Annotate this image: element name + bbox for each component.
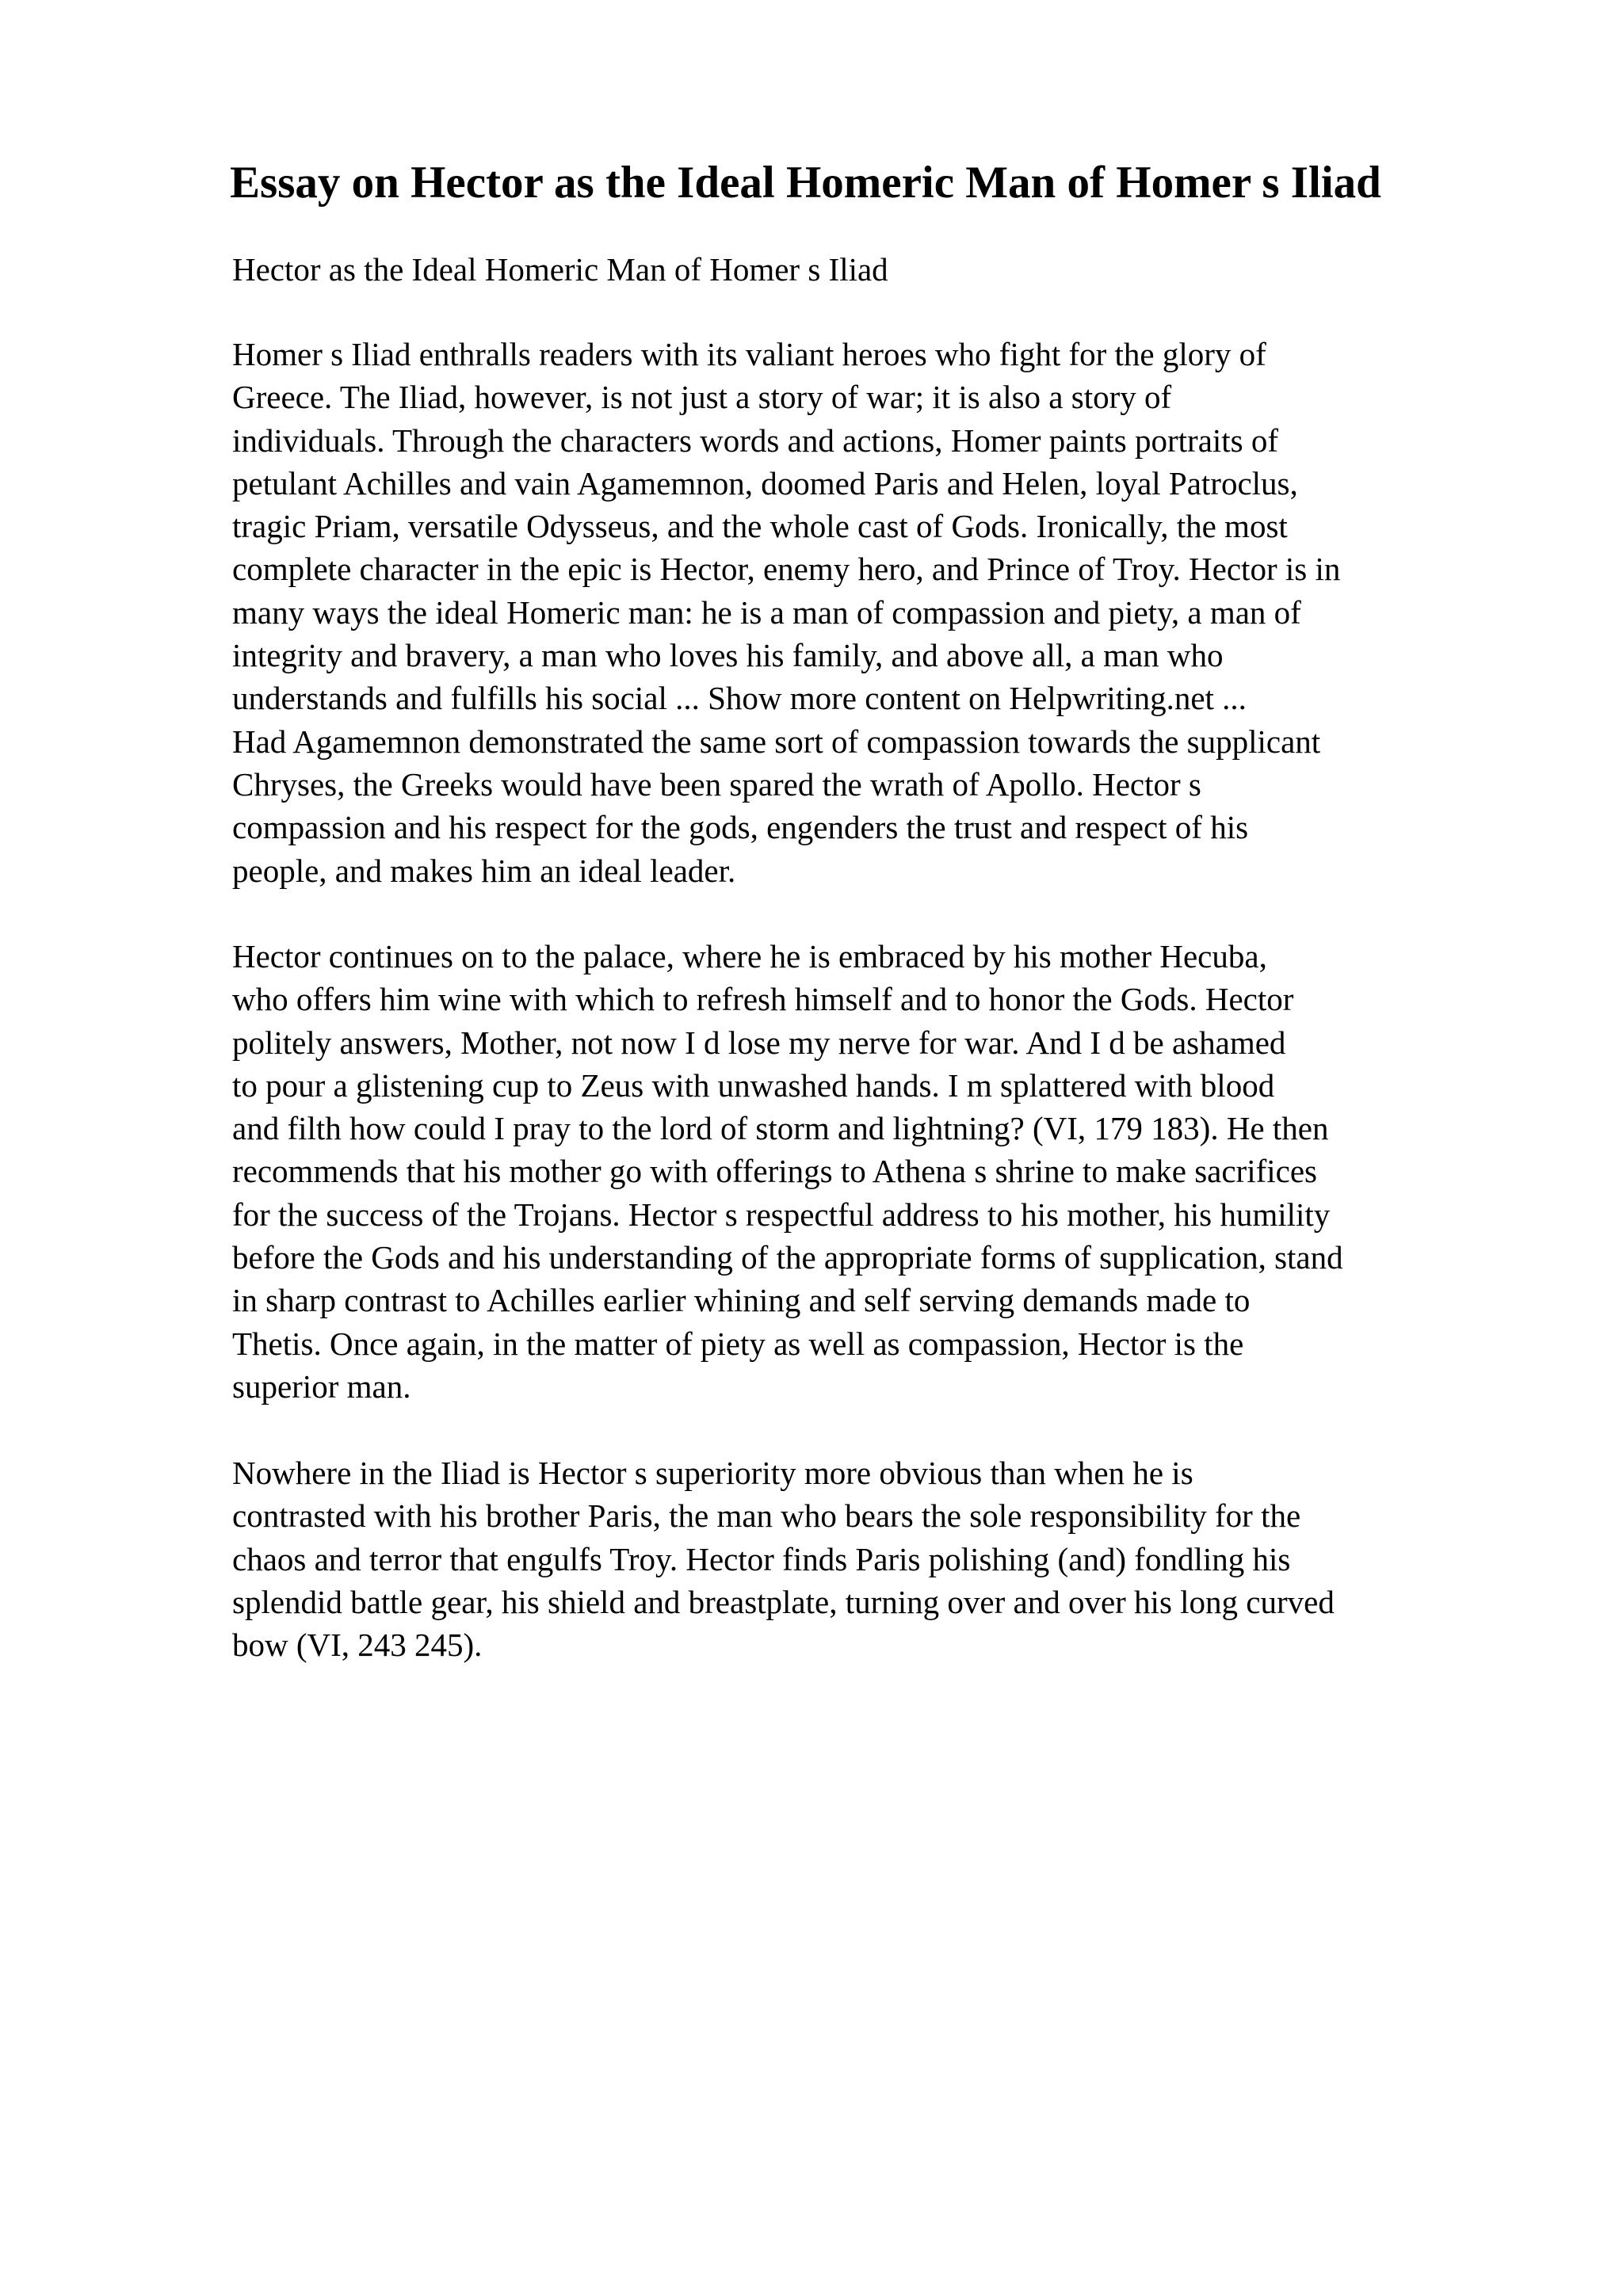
paragraph-line: people, and makes him an ideal leader. [232, 852, 736, 889]
paragraph-line: Chryses, the Greeks would have been spared the wrath of Apollo. Hector s [232, 765, 1201, 803]
paragraph-line: in sharp contrast to Achilles earlier whining and self serving demands made to [232, 1282, 1251, 1319]
paragraph-3 [232, 1451, 1540, 1666]
document-title: Essay on Hector as the Ideal Homeric Man of Homer s Iliad [230, 158, 1381, 208]
paragraph-line: chaos and terror that engulfs Troy. Hector finds Paris polishing (and) fondling his [232, 1540, 1291, 1577]
paragraph-line: before the Gods and his understanding of the appropriate forms of supplication, stand [232, 1239, 1343, 1276]
paragraph-line: petulant Achilles and vain Agamemnon, doomed Paris and Helen, loyal Patroclus, [232, 464, 1298, 502]
paragraph-line: contrasted with his brother Paris, the man who bears the sole responsibility for the [232, 1497, 1301, 1535]
paragraph-line: tragic Priam, versatile Odysseus, and the whole cast of Gods. Ironically, the most [232, 508, 1288, 545]
paragraph-line: many ways the ideal Homeric man: he is a man of compassion and piety, a man of [232, 593, 1301, 631]
paragraph-line: Hector continues on to the palace, where he is embraced by his mother Hecuba, [232, 938, 1267, 974]
paragraph-line: Homer s Iliad enthralls readers with its valiant heroes who fight for the glory of [232, 336, 1266, 372]
paragraph-line: understands and fulfills his social ... Show more content on Helpwriting.net ... [232, 680, 1247, 717]
paragraph-line: Nowhere in the Iliad is Hector s superiority more obvious than when he is [232, 1455, 1193, 1491]
paragraph-line: for the success of the Trojans. Hector s respectful address to his mother, his humility [232, 1196, 1331, 1233]
paragraph-line: Greece. The Iliad, however, is not just a story of war; it is also a story of [232, 379, 1172, 416]
paragraph-line: Thetis. Once again, in the matter of piety as well as compassion, Hector is the [232, 1325, 1244, 1362]
paragraph-line: and filth how could I pray to the lord of storm and lightning? (VI, 179 183). He then [232, 1110, 1329, 1147]
paragraph-line: integrity and bravery, a man who loves his family, and above all, a man who [232, 637, 1224, 674]
paragraph-line: Had Agamemnon demonstrated the same sort of compassion towards the supplicant [232, 723, 1321, 760]
paragraph-2 [232, 935, 1540, 1408]
paragraph-line: complete character in the epic is Hector, enemy hero, and Prince of Troy. Hector is in [232, 551, 1341, 588]
paragraph-line: individuals. Through the characters words and actions, Homer paints portraits of [232, 421, 1279, 459]
paragraph-1 [232, 333, 1540, 892]
paragraph-line: politely answers, Mother, not now I d lose my nerve for war. And I d be ashamed [232, 1024, 1286, 1061]
paragraph-line: compassion and his respect for the gods, engenders the trust and respect of his [232, 809, 1249, 846]
paragraph-line: to pour a glistening cup to Zeus with unwashed hands. I m splattered with blood [232, 1066, 1275, 1104]
paragraph-line: who offers him wine with which to refresh himself and to honor the Gods. Hector [232, 981, 1294, 1018]
paragraph-line: bow (VI, 243 245). [232, 1627, 483, 1664]
paragraph-line: splendid battle gear, his shield and breastplate, turning over and over his long curved [232, 1583, 1335, 1620]
document-subtitle: Hector as the Ideal Homeric Man of Homer s Iliad [232, 251, 888, 288]
paragraph-line: recommends that his mother go with offerings to Athena s shrine to make sacrifices [232, 1153, 1317, 1190]
paragraph-line: superior man. [232, 1367, 411, 1405]
